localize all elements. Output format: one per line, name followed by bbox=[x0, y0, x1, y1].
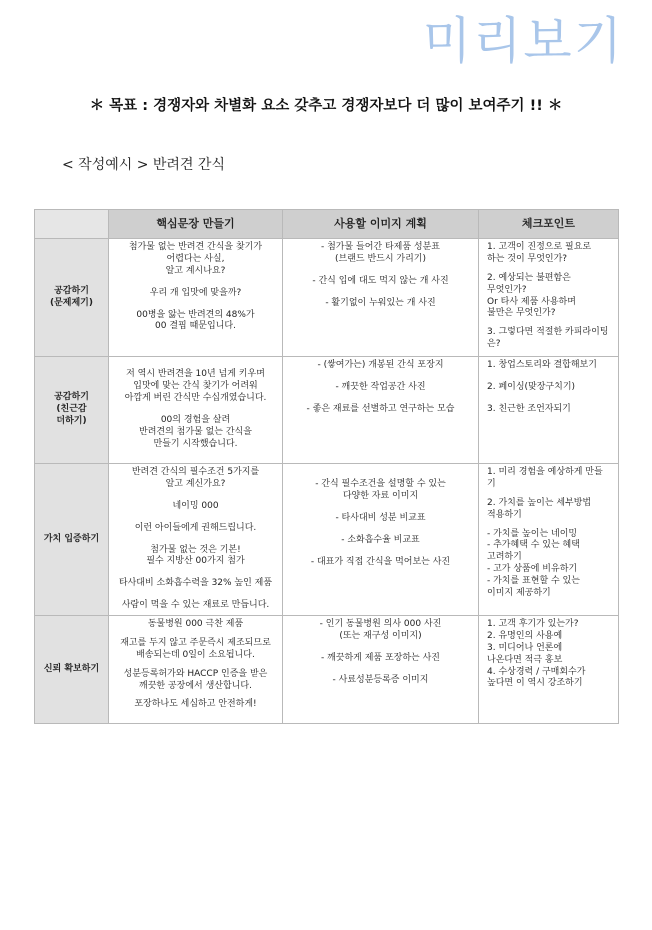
image-text: - 간식 필수조건을 설명할 수 있는 다양한 자료 이미지 bbox=[315, 479, 446, 501]
checkpoint-text: 1. 고객이 진정으로 필요로 하는 것이 무엇인가? bbox=[487, 242, 592, 264]
checkpoint-text: 2. 예상되는 불편함은 무엇인가? Or 타사 제품 사용하며 불만은 무엇인가? bbox=[487, 272, 576, 319]
header-core-sentence: 핵심문장 만들기 bbox=[109, 210, 283, 239]
header-checkpoint: 체크포인트 bbox=[479, 210, 619, 239]
image-text: - 좋은 재료를 선별하고 연구하는 모습 bbox=[306, 403, 455, 414]
checkpoint-cell bbox=[479, 616, 619, 724]
image-text: - 인기 동물병원 의사 000 사진 (또는 재구성 이미지) bbox=[319, 619, 442, 641]
checkpoint-text: - 가치를 높이는 네이밍 - 추가혜택 수 있는 혜택 고려하기 - 고가 상품에 비유하기 - 가치를 표현할 수 있는 이미지 제공하기 bbox=[487, 528, 580, 598]
checkpoint-text: 1. 미리 경험을 예상하게 만들 기 bbox=[487, 467, 603, 489]
table-row bbox=[35, 616, 619, 724]
core-text: 이런 아이들에게 권해드립니다. bbox=[134, 522, 257, 533]
core-text: 00병을 앓는 반려견의 48%가 00 결핍 때문입니다. bbox=[136, 309, 255, 332]
table-row bbox=[35, 357, 619, 464]
core-text: 반려견 간식의 필수조건 5가지를 알고 계신가요? bbox=[131, 467, 260, 489]
core-text: 첨가물 없는 반려견 간식을 찾기가 어렵다는 사실, 알고 계시나요? bbox=[128, 242, 263, 276]
image-text: - 간식 입에 대도 먹지 않는 개 사진 bbox=[312, 275, 449, 286]
checkpoint-cell bbox=[479, 464, 619, 616]
image-plan-cell bbox=[283, 464, 479, 616]
core-text: 성분등록허가와 HACCP 인증을 받은 깨끗한 공장에서 생산합니다. bbox=[123, 668, 268, 691]
image-text: - 깨끗한 작업공간 사진 bbox=[335, 381, 426, 392]
image-plan-cell bbox=[283, 239, 479, 357]
core-text: 첨가물 없는 것은 기본! 필수 지방산 00가지 첨가 bbox=[146, 544, 245, 567]
image-plan-cell bbox=[283, 357, 479, 464]
checkpoint-cell bbox=[479, 357, 619, 464]
core-sentence-cell bbox=[109, 239, 283, 357]
image-text: - 대표가 직접 간식을 먹어보는 사진 bbox=[310, 556, 451, 567]
table-row bbox=[35, 239, 619, 357]
core-sentence-cell bbox=[109, 357, 283, 464]
checkpoint-text: 2. 페이싱(맞장구치기) bbox=[487, 381, 576, 392]
core-text: 우리 개 입맛에 맞을까? bbox=[149, 287, 242, 298]
image-plan-cell bbox=[283, 616, 479, 724]
preview-watermark: 미리보기 bbox=[422, 12, 624, 70]
core-sentence-cell bbox=[109, 464, 283, 616]
core-text: 재고를 두지 않고 주문즉시 제조되므로 배송되는데 0일이 소요됩니다. bbox=[120, 637, 271, 660]
header-image-plan: 사용할 이미지 계획 bbox=[283, 210, 479, 239]
core-text: 포장하나도 세심하고 안전하게! bbox=[134, 699, 257, 710]
header-corner-cell bbox=[35, 210, 109, 239]
image-text: - 활기없이 누워있는 개 사진 bbox=[325, 297, 436, 308]
table-header-row bbox=[35, 210, 619, 239]
checkpoint-text: 1. 고객 후기가 있는가? 2. 유명인의 사용예 3. 미디어나 언론에 나온다면 적극 홍보 4. 수상경력 / 구매회수가 높다면 이 역시 강조하기 bbox=[487, 619, 586, 689]
core-text: 동물병원 000 극찬 제품 bbox=[147, 619, 244, 629]
copy-plan-table bbox=[34, 209, 619, 724]
row-label: 신뢰 확보하기 bbox=[35, 616, 109, 724]
core-text: 저 역시 반려견을 10년 넘게 키우며 입맛에 맞는 간식 찾기가 어려워 아깝게 버린 간식만 수십개였습니다. bbox=[124, 369, 267, 404]
checkpoint-cell bbox=[479, 239, 619, 357]
example-subheading: < 작성예시 > 반려견 간식 bbox=[62, 157, 225, 173]
core-text: 네이밍 000 bbox=[172, 500, 219, 511]
core-text: 사람이 먹을 수 있는 재료로 만듭니다. bbox=[121, 600, 270, 611]
row-label: 공감하기 (문제제기) bbox=[35, 239, 109, 357]
checkpoint-text: 1. 창업스토리와 결합해보기 bbox=[487, 360, 597, 370]
core-text: 타사대비 소화흡수력을 32% 높인 제품 bbox=[118, 578, 273, 589]
checkpoint-text: 2. 가치를 높이는 세부방법 적용하기 bbox=[487, 497, 592, 520]
goal-headline: ＊ 목표 : 경쟁자와 차별화 요소 갖추고 경쟁자보다 더 많이 보여주기 !! ＊ bbox=[89, 98, 563, 114]
image-text: - (쌓여가는) 개봉된 간식 포장지 bbox=[317, 360, 444, 370]
core-text: 00의 경험을 살려 반려견의 첨가물 없는 간식을 만들기 시작했습니다. bbox=[139, 415, 252, 449]
image-text: - 첨가물 들어간 타제품 성분표 (브랜드 반드시 가리기) bbox=[320, 242, 441, 264]
checkpoint-text: 3. 그렇다면 적절한 카피라이팅 은? bbox=[487, 327, 609, 350]
image-text: - 타사대비 성분 비교표 bbox=[335, 512, 426, 523]
checkpoint-text: 3. 친근한 조언자되기 bbox=[487, 403, 571, 414]
image-text: - 깨끗하게 제품 포장하는 사진 bbox=[320, 652, 441, 663]
core-sentence-cell bbox=[109, 616, 283, 724]
row-label: 가치 입증하기 bbox=[35, 464, 109, 616]
image-text: - 소화흡수율 비교표 bbox=[341, 534, 420, 545]
row-label: 공감하기 (친근감 더하기) bbox=[35, 357, 109, 464]
image-text: - 사료성분등록증 이미지 bbox=[332, 674, 429, 685]
table-row bbox=[35, 464, 619, 616]
